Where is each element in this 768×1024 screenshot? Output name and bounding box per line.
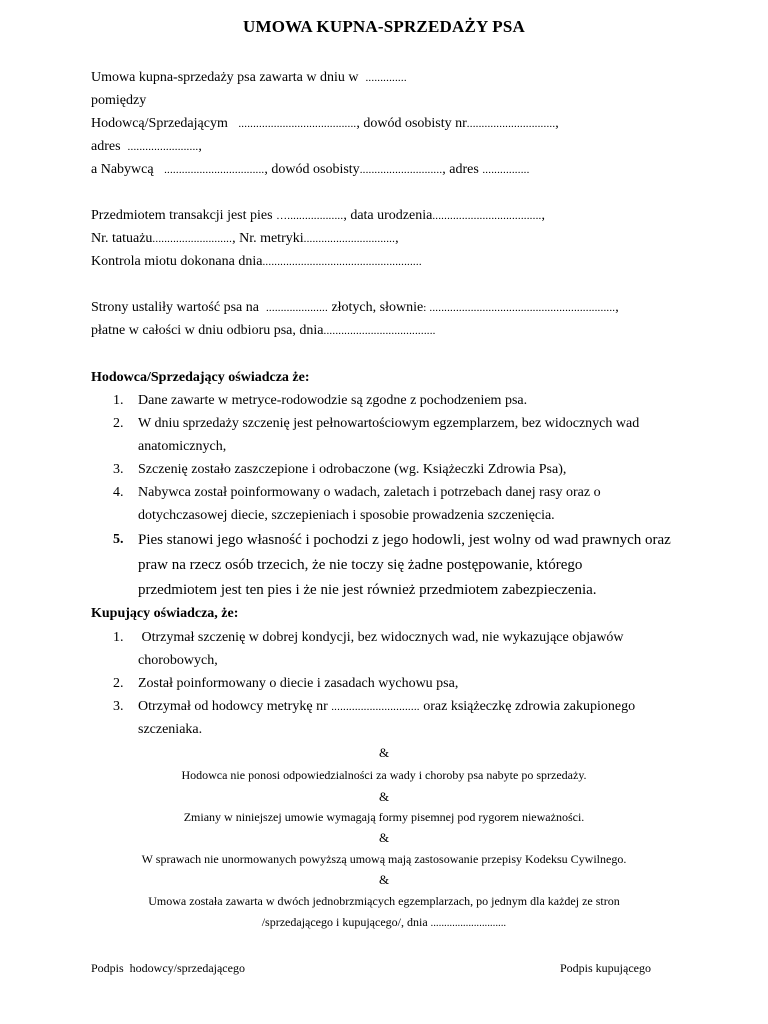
payment-date-blank: ...................................... (323, 325, 436, 337)
price-words-blank: : ............................................................... (423, 302, 616, 314)
seller-item-5-num: 5. (113, 532, 124, 547)
seller-item-2-line-1: W dniu sprzedaży szczenię jest pełnowartościowym egzemplarzem, bez widocznych wad (138, 416, 640, 431)
seller-item-3-num: 3. (113, 462, 124, 477)
subject-line-end: , (541, 208, 545, 223)
clause-copies-date (0, 914, 768, 932)
seller-item-2-line-2: anatomicznych, (138, 439, 227, 454)
buyer-address-blank: ................ (482, 164, 530, 176)
address-line-end: , (198, 139, 202, 154)
seller-item-4-line-1: Nabywca został poinformowany o wadach, zaletach i potrzebach danej rasy oraz o (138, 485, 601, 500)
seller-item-4-num: 4. (113, 485, 124, 500)
litter-check-label: Kontrola miotu dokonana dnia (91, 254, 263, 269)
intro-seller-line (91, 115, 559, 133)
buyer-item-2: Został poinformowany o diecie i zasadach wychowu psa, (138, 676, 459, 691)
subject-tattoo-line (91, 230, 399, 248)
seller-item-3: Szczenię zostało zaszczepione i odrobaczone (wg. Książeczki Zdrowia Psa), (138, 462, 567, 477)
payment-label: płatne w całości w dniu odbioru psa, dnia (91, 323, 324, 338)
seller-item-1-num: 1. (113, 393, 124, 408)
copies-date-blank: ............................ (430, 918, 507, 929)
health-book-text: oraz książeczkę zdrowia zakupionego (423, 699, 636, 714)
seller-item-5-line-1: Pies stanowi jego własność i pochodzi z jego hodowli, jest wolny od wad prawnych oraz (138, 532, 671, 548)
price-words-label: złotych, słownie (331, 300, 424, 315)
separator-amp-1: & (378, 745, 390, 760)
seller-name-blank: ........................................ (238, 118, 357, 130)
pedigree-label: , Nr. metryki (232, 231, 304, 246)
address-label: adres (91, 139, 121, 154)
buyer-item-1-line-2: chorobowych, (138, 653, 218, 668)
buyer-label: a Nabywcą (91, 162, 154, 177)
subject-dog-line (91, 207, 545, 225)
subject-litter-line (91, 253, 422, 271)
subject-label: Przedmiotem transakcji jest pies (91, 208, 273, 223)
pedigree-number-blank: .............................. (331, 701, 420, 713)
seller-item-1: Dane zawarte w metryce-rodowodzie są zgodne z pochodzeniem psa. (138, 393, 528, 408)
document-title: UMOWA KUPNA-SPRZEDAŻY PSA (242, 17, 526, 36)
buyer-item-2-num: 2. (113, 676, 124, 691)
dog-blank: …................... (276, 210, 344, 222)
intro-line-date (91, 69, 407, 87)
tattoo-blank: ........................... (152, 233, 233, 245)
address-blank: ........................ (127, 141, 199, 153)
seller-id-blank: .............................. (466, 118, 556, 130)
pedigree-blank: ............................... (303, 233, 396, 245)
buyer-item-3-line-2: szczeniaka. (138, 722, 203, 737)
intro-between: pomiędzy (91, 93, 147, 108)
separator-amp-4: & (378, 872, 390, 887)
buyer-signature-label: Podpis kupującego (560, 961, 651, 975)
buyer-item-3-line-1 (138, 698, 635, 716)
price-label: Strony ustaliły wartość psa na (91, 300, 259, 315)
price-line (91, 299, 619, 317)
clause-changes: Zmiany w niniejszej umowie wymagają formy pisemnej pod rygorem nieważności. (183, 810, 585, 824)
clause-liability: Hodowca nie ponosi odpowiedzialności za wady i choroby psa nabyte po sprzedaży. (181, 768, 587, 782)
pedigree-received-label: Otrzymał od hodowcy metrykę nr (138, 699, 328, 714)
buyer-item-3-num: 3. (113, 699, 124, 714)
clause-civil-code: W sprawach nie unormowanych powyższą umową mają zastosowanie przepisy Kodeksu Cywilnego. (141, 852, 627, 866)
birth-date-label: , data urodzenia (343, 208, 433, 223)
buyer-name-blank: .................................. (164, 164, 265, 176)
buyer-id-label: , dowód osobisty (264, 162, 360, 177)
buyer-address-label: , adres (442, 162, 479, 177)
separator-amp-2: & (378, 789, 390, 804)
tattoo-label: Nr. tatuażu (91, 231, 153, 246)
seller-item-2-num: 2. (113, 416, 124, 431)
intro-address-line (91, 138, 202, 156)
seller-signature-label: Podpis hodowcy/sprzedającego (91, 961, 245, 975)
clause-copies: Umowa została zawarta w dwóch jednobrzmiących egzemplarzach, po jednym dla każdej ze stron (148, 894, 620, 908)
seller-heading: Hodowca/Sprzedający oświadcza że: (91, 370, 310, 385)
seller-line-end: , (555, 116, 559, 131)
price-line-end: , (615, 300, 619, 315)
seller-item-5-line-2: praw na rzecz osób trzecich, że nie toczy się żadne postępowanie, którego (138, 557, 583, 573)
tattoo-line-end: , (395, 231, 399, 246)
separator-amp-3: & (378, 830, 390, 845)
seller-item-5-line-3: przedmiotem jest ten pies i że nie jest również przedmiotem zabezpieczenia. (138, 582, 597, 598)
birth-date-blank: ..................................... (432, 210, 542, 222)
litter-check-blank: ...................................................... (262, 256, 422, 268)
copies-date-label: /sprzedającego i kupującego/, dnia (261, 915, 428, 929)
price-blank: ..................... (265, 302, 328, 314)
buyer-item-1-line-1: Otrzymał szczenię w dobrej kondycji, bez widocznych wad, nie wykazujące objawów (138, 630, 624, 645)
intro-buyer-line (91, 161, 530, 179)
date-blank: .............. (365, 72, 407, 84)
buyer-id-blank: ............................ (359, 164, 443, 176)
intro-date-text: Umowa kupna-sprzedaży psa zawarta w dniu w (91, 70, 359, 85)
buyer-item-1-num: 1. (113, 630, 124, 645)
seller-id-label: , dowód osobisty nr (356, 116, 467, 131)
payment-line (91, 322, 436, 340)
buyer-heading: Kupujący oświadcza, że: (91, 606, 239, 621)
seller-label: Hodowcą/Sprzedającym (91, 116, 228, 131)
seller-item-4-line-2: dotychczasowej diecie, szczepieniach i sposobie prowadzenia szczenięcia. (138, 508, 555, 523)
